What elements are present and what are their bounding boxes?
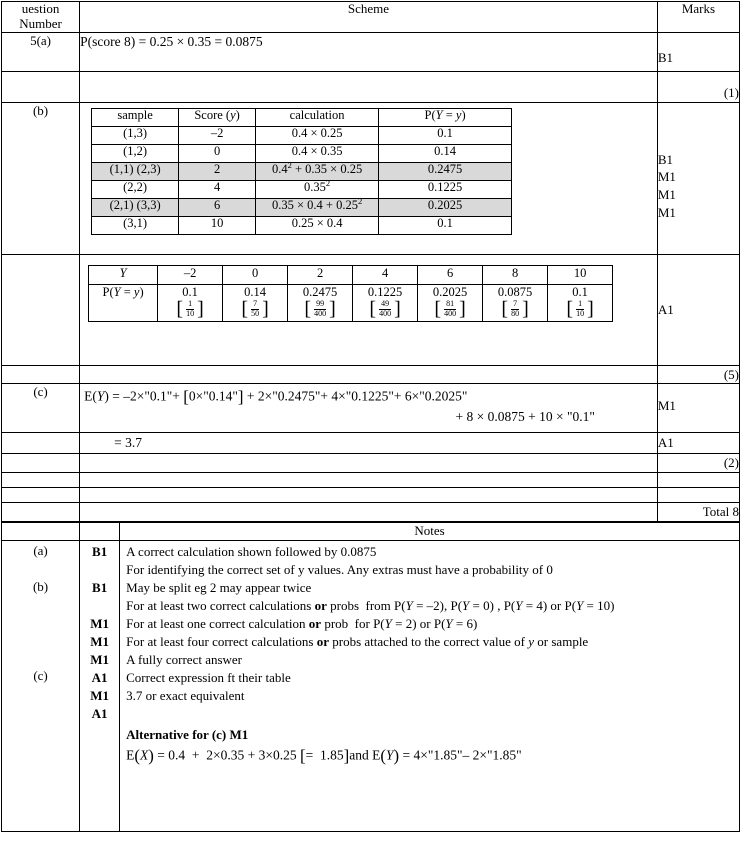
part-b-marks [657,102,739,254]
dist-y-value: 6 [418,265,483,284]
bracket-left: [ [241,297,249,320]
dist-prob-decimal: 0.1225 [367,284,403,299]
dist-prob-fraction: [ $\frac{81}{400}$ ] [434,297,466,320]
sample-cell-score: 2 [179,162,256,180]
note-code-c-a1: A1 [91,705,108,721]
table-row [92,162,512,180]
sample-cell-probability: 0.14 [379,144,512,162]
bracket-left: [ [369,297,377,320]
dist-prob-fraction: [ $\frac{49}{400}$ ] [369,297,401,320]
table-row [92,126,512,144]
dist-prob-cell [548,284,613,321]
bracket-right: ] [394,297,401,320]
notes-text-column [120,540,740,831]
bracket-left: [ [434,297,442,320]
notes-header-blank1 [2,522,80,540]
probability-distribution-table [88,265,613,322]
row-total [2,502,740,521]
dist-y-value: 10 [548,265,613,284]
note-text-b-m1-3: For at least four correct calculations or probs attached to the correct value of y or sample [126,633,589,649]
dist-prob-fraction: [ $\frac{7}{80}$ ] [501,297,529,320]
part-b-dist-qcell [2,254,80,365]
table-row [92,180,512,198]
note-text-b-m1-1: For at least two correct calculations or probs from P(Y = –2), P(Y = 0) , P(Y = 4) or P(Y = 10) [126,597,615,613]
sample-cell-probability: 0.2025 [379,198,512,216]
note-code-b-m1-1: M1 [90,615,109,631]
sample-cell-probability: 0.1225 [379,180,512,198]
note-text-b-b1: For identifying the correct set of y values. Any extras must have a probability of 0 [126,561,553,577]
part-b-mark-3: M1 [657,186,676,202]
part-a-scheme [80,32,658,71]
note-text-a-b1: A correct calculation shown followed by 0.0875 [126,543,377,559]
row-part-b-subtotal [2,365,740,384]
part-c-scheme [80,384,658,433]
part-a-mark: B1 [657,32,739,71]
dist-prob-decimal: 0.2025 [432,284,468,299]
part-c-a1-mark: A1 [657,433,739,454]
part-c-subtotal: (2) [657,454,739,473]
notes-table [1,522,740,832]
part-c-result-scheme [80,433,658,454]
dist-prob-decimal: 0.1 [182,284,198,299]
table-row [92,144,512,162]
dist-prob-fraction: [ $\frac{1}{10}$ ] [566,297,594,320]
sample-cell-score: 6 [179,198,256,216]
sample-calculation-table [91,108,512,235]
dist-prob-decimal: 0.0875 [497,284,533,299]
sample-cell-probability: 0.2475 [379,162,512,180]
dist-prob-decimal: 0.1 [572,284,588,299]
header-question-number [2,2,80,33]
part-c-subtotal-scheme [80,454,658,473]
row-part-c-result [2,433,740,454]
part-b-subtotal-qcell [2,365,80,384]
dist-prob-cell [158,284,223,321]
row-part-a [2,32,740,71]
row-part-c-subtotal [2,454,740,473]
bracket-right: ] [522,297,529,320]
dist-prob-fraction: [ $\frac{1}{10}$ ] [176,297,204,320]
table-row [92,216,512,234]
dist-prob-decimal: 0.2475 [302,284,338,299]
filler-scheme [80,487,658,502]
row-filler-2 [2,487,740,502]
dist-y-value: 4 [353,265,418,284]
note-text-b-m1-2: For at least one correct calculation or prob for P(Y = 2) or P(Y = 6) [126,615,478,631]
sample-cell-score: –2 [179,126,256,144]
header-question-line1: uestion [21,1,60,16]
filler-mark [657,472,739,487]
sample-cell-calculation: 0.4 × 0.25 [256,126,379,144]
total-marks: Total 8 [657,502,739,521]
dist-y-value: 8 [483,265,548,284]
sample-cell-score: 0 [179,144,256,162]
dist-prob-decimal: 0.14 [244,284,267,299]
dist-prob-cell [288,284,353,321]
note-letter-c: (c) [33,667,48,683]
bracket-left: [ [304,297,312,320]
part-b-subtotal-scheme [80,365,658,384]
part-c-label: (c) [2,384,80,433]
bracket-left: [ [501,297,509,320]
part-b-label: (b) [2,102,80,254]
sample-cell-sample: (2,2) [92,180,179,198]
sample-header-calculation: calculation [256,108,379,126]
sample-header-sample: sample [92,108,179,126]
table-row [89,284,613,321]
note-code-b-a1: A1 [91,669,108,685]
bracket-left: [ [176,297,184,320]
part-a-label: 5(a) [2,32,80,71]
note-text-c-m1: Correct expression ft their table [126,669,291,685]
filler-scheme [80,472,658,487]
filler-mark [657,487,739,502]
notes-codes-column [80,540,120,831]
dist-prob-cell [353,284,418,321]
sample-cell-sample: (3,1) [92,216,179,234]
dist-prob-cell [223,284,288,321]
part-c-equation-line1: E(Y) = –2×"0.1"+ [0×"0.14"] + 2×"0.2475"+ 4×"0.1225"+ 6×"0.2025" [84,387,468,407]
note-code-a-b1: B1 [92,543,108,559]
notes-header-blank2 [80,522,120,540]
dist-y-value: 2 [288,265,353,284]
part-a-working: P(score 8) = 0.25 × 0.35 = 0.0875 [80,33,263,49]
bracket-right: ] [262,297,269,320]
part-c-subtotal-qcell [2,454,80,473]
sample-table-header-row [92,108,512,126]
notes-letters-column [2,540,80,831]
sample-cell-calculation: 0.4 × 0.35 [256,144,379,162]
filler-qcell [2,472,80,487]
part-c-m1-mark: M1 [657,384,739,433]
part-b-a1-mark: A1 [657,254,739,365]
sample-cell-calculation: $0.35 \times 0.4 + 0.25^2$ [256,198,379,216]
part-a-subtotal-scheme [80,71,658,102]
dist-label-prob: P(Y = y) [89,284,158,321]
filler-qcell [2,487,80,502]
header-scheme: Scheme [80,2,658,33]
dist-y-value: –2 [158,265,223,284]
part-a-subtotal-qcell [2,71,80,102]
sample-header-score: Score (y) [179,108,256,126]
sample-cell-score: 4 [179,180,256,198]
sample-header-probability: P(Y = y) [379,108,512,126]
bracket-right: ] [587,297,594,320]
dist-label-y: Y [89,265,158,284]
dist-prob-fraction: [ $\frac{7}{50}$ ] [241,297,269,320]
row-part-b-samples [2,102,740,254]
notes-alternative-equation: E(X) = 0.4 + 2×0.35 + 3×0.25 [= 1.85]and E(Y) = 4×"1.85"– 2×"1.85" [126,745,522,765]
dist-prob-cell [483,284,548,321]
table-row [89,265,613,284]
note-code-b-b1: B1 [92,579,108,595]
total-qcell [2,502,80,521]
note-text-b-split: May be split eg 2 may appear twice [126,579,312,595]
header-question-line2: Number [19,15,62,31]
notes-title: Notes [120,522,740,540]
bracket-left: [ [566,297,574,320]
part-b-mark-2: M1 [657,169,676,185]
dist-prob-fraction: [ $\frac{99}{400}$ ] [304,297,336,320]
sample-cell-sample: (1,3) [92,126,179,144]
part-b-mark-4: M1 [657,204,676,220]
header-marks: Marks [657,2,739,33]
sample-cell-calculation: 0.25 × 0.4 [256,216,379,234]
mark-scheme-page [0,1,741,852]
row-part-c [2,384,740,433]
note-code-c-m1: M1 [90,687,109,703]
total-scheme [80,502,658,521]
row-part-a-subtotal [2,71,740,102]
table-header-row [2,2,740,33]
note-letter-b: (b) [32,578,49,594]
row-filler-1 [2,472,740,487]
note-code-b-m1-2: M1 [90,633,109,649]
sample-cell-probability: 0.1 [379,216,512,234]
part-b-subtotal: (5) [657,365,739,384]
part-c-result-qcell [2,433,80,454]
part-a-subtotal: (1) [657,71,739,102]
row-part-b-distribution [2,254,740,365]
note-text-b-a1: A fully correct answer [126,651,243,667]
sample-cell-sample: (1,1) (2,3) [92,162,179,180]
part-b-scheme [80,102,658,254]
sample-cell-score: 10 [179,216,256,234]
sample-cell-sample: (1,2) [92,144,179,162]
bracket-right: ] [329,297,336,320]
part-c-equation-line2: + 8 × 0.0875 + 10 × "0.1" [455,409,595,425]
bracket-right: ] [459,297,466,320]
part-b-mark-1: B1 [657,151,674,167]
part-c-result: = 3.7 [114,435,142,451]
table-row [92,198,512,216]
notes-alternative-heading: Alternative for (c) M1 [126,726,249,742]
sample-cell-sample: (2,1) (3,3) [92,198,179,216]
part-b-dist-scheme [80,254,658,365]
dist-y-value: 0 [223,265,288,284]
mark-scheme-table [1,1,740,522]
note-code-b-m1-3: M1 [90,651,109,667]
note-letter-a: (a) [33,542,48,558]
sample-cell-probability: 0.1 [379,126,512,144]
dist-prob-cell [418,284,483,321]
sample-cell-calculation: $0.4^2 + 0.35 \times 0.25$ [256,162,379,180]
bracket-right: ] [197,297,204,320]
notes-header-row [2,522,740,540]
sample-cell-calculation: 0.35$^2$ [256,180,379,198]
note-text-c-a1: 3.7 or exact equivalent [126,687,245,703]
notes-body-row [2,540,740,831]
